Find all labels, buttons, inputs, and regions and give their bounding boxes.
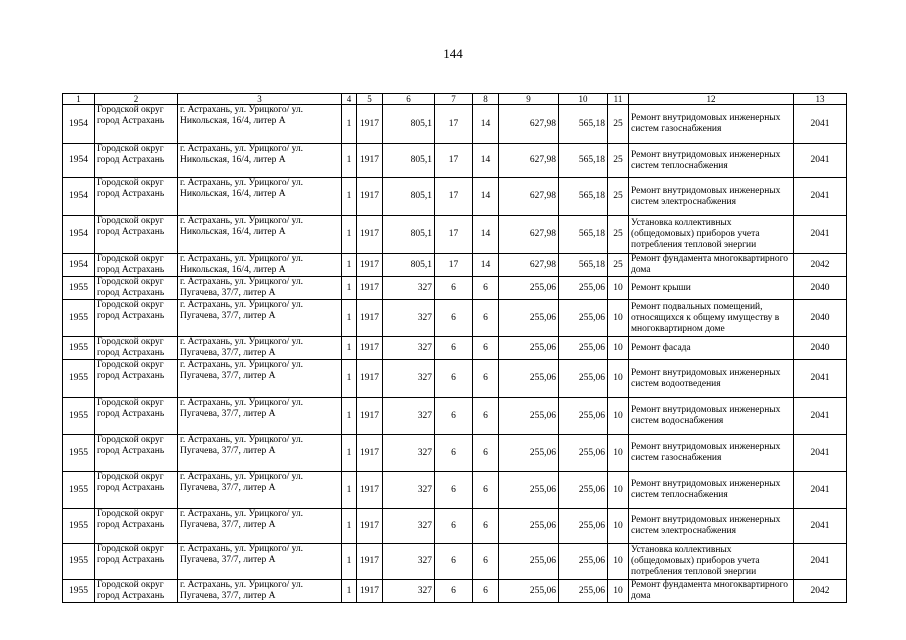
table-row	[63, 254, 847, 277]
cell-address-line: Пугачева, 37/7, литер А	[180, 555, 276, 565]
cell-col-10: 255,06	[559, 398, 608, 435]
cell-build-year: 1917	[357, 144, 383, 178]
cell-municipality	[95, 300, 178, 337]
cell-address-line: г. Астрахань, ул. Урицкого/ ул.	[180, 337, 304, 347]
table-row	[63, 300, 847, 337]
cell-col-9: 255,06	[499, 398, 559, 435]
cell-address	[178, 472, 342, 509]
cell-address-line: Никольская, 16/4, литер А	[180, 189, 286, 199]
table-row	[63, 544, 847, 580]
header-cell: 5	[357, 94, 383, 105]
cell-build-year: 1917	[357, 360, 383, 398]
cell-build-year: 1917	[357, 472, 383, 509]
cell-col-4: 1	[342, 472, 357, 509]
cell-municipality-line: Городской округ	[97, 216, 164, 226]
cell-col-8: 6	[473, 544, 499, 580]
cell-planned-year: 2040	[794, 300, 847, 337]
table-row	[63, 105, 847, 144]
cell-work-type: Ремонт внутридомовых инженерных систем теплоснабжения	[629, 144, 794, 178]
cell-col-11: 10	[608, 580, 629, 603]
header-cell: 1	[63, 94, 95, 105]
cell-col-7: 17	[435, 144, 473, 178]
cell-col-11: 10	[608, 360, 629, 398]
cell-col-4: 1	[342, 300, 357, 337]
cell-col-8: 6	[473, 580, 499, 603]
cell-municipality	[95, 337, 178, 360]
cell-address-line: Никольская, 16/4, литер А	[180, 116, 286, 126]
cell-address-line: г. Астрахань, ул. Урицкого/ ул.	[180, 178, 304, 188]
cell-address	[178, 105, 342, 144]
cell-address	[178, 398, 342, 435]
table-row	[63, 277, 847, 300]
cell-municipality-line: город Астрахань	[97, 348, 165, 358]
header-cell: 12	[629, 94, 794, 105]
cell-municipality	[95, 105, 178, 144]
cell-address-line: г. Астрахань, ул. Урицкого/ ул.	[180, 472, 304, 482]
table-row	[63, 398, 847, 435]
cell-municipality-line: город Астрахань	[97, 446, 165, 456]
cell-col-11: 25	[608, 254, 629, 277]
cell-work-type: Ремонт внутридомовых инженерных систем теплоснабжения	[629, 472, 794, 509]
cell-address-line: Никольская, 16/4, литер А	[180, 227, 286, 237]
cell-address-line: Пугачева, 37/7, литер А	[180, 591, 276, 601]
header-cell: 9	[499, 94, 559, 105]
cell-col-7: 6	[435, 337, 473, 360]
cell-planned-year: 2040	[794, 337, 847, 360]
header-cell: 8	[473, 94, 499, 105]
cell-build-year: 1917	[357, 509, 383, 544]
cell-municipality	[95, 216, 178, 254]
cell-col-8: 14	[473, 254, 499, 277]
cell-municipality-line: Городской округ	[97, 144, 164, 154]
cell-build-year: 1917	[357, 300, 383, 337]
cell-col-11: 10	[608, 544, 629, 580]
cell-address	[178, 144, 342, 178]
cell-planned-year: 2041	[794, 216, 847, 254]
cell-col-7: 17	[435, 254, 473, 277]
table-row	[63, 216, 847, 254]
cell-municipality	[95, 580, 178, 603]
cell-col-10: 565,18	[559, 178, 608, 216]
cell-municipality-line: Городской округ	[97, 178, 164, 188]
cell-planned-year: 2041	[794, 398, 847, 435]
cell-total-area: 805,1	[383, 254, 435, 277]
cell-row-number: 1955	[63, 472, 95, 509]
header-row	[63, 94, 847, 105]
cell-col-9: 627,98	[499, 178, 559, 216]
cell-address	[178, 216, 342, 254]
cell-col-8: 14	[473, 178, 499, 216]
cell-work-type: Ремонт внутридомовых инженерных систем водоснабжения	[629, 398, 794, 435]
cell-municipality-line: город Астрахань	[97, 311, 165, 321]
table-row	[63, 435, 847, 472]
cell-planned-year: 2041	[794, 435, 847, 472]
cell-municipality	[95, 544, 178, 580]
cell-work-type: Ремонт подвальных помещений, относящихся к общему имуществу в многоквартирном доме	[629, 300, 794, 337]
header-cell: 11	[608, 94, 629, 105]
cell-col-7: 6	[435, 398, 473, 435]
repair-schedule-table	[62, 93, 847, 603]
cell-total-area: 327	[383, 472, 435, 509]
cell-address	[178, 509, 342, 544]
header-cell: 4	[342, 94, 357, 105]
cell-row-number: 1954	[63, 144, 95, 178]
cell-build-year: 1917	[357, 277, 383, 300]
cell-address-line: Пугачева, 37/7, литер А	[180, 311, 276, 321]
cell-municipality-line: город Астрахань	[97, 409, 165, 419]
cell-municipality	[95, 360, 178, 398]
cell-address-line: г. Астрахань, ул. Урицкого/ ул.	[180, 105, 304, 115]
cell-municipality-line: город Астрахань	[97, 288, 165, 298]
cell-municipality	[95, 254, 178, 277]
cell-address-line: г. Астрахань, ул. Урицкого/ ул.	[180, 435, 304, 445]
cell-col-8: 6	[473, 360, 499, 398]
cell-row-number: 1955	[63, 544, 95, 580]
cell-col-4: 1	[342, 580, 357, 603]
cell-row-number: 1955	[63, 398, 95, 435]
cell-col-9: 255,06	[499, 472, 559, 509]
cell-col-8: 14	[473, 144, 499, 178]
cell-col-4: 1	[342, 544, 357, 580]
cell-build-year: 1917	[357, 544, 383, 580]
cell-col-11: 10	[608, 435, 629, 472]
cell-municipality-line: город Астрахань	[97, 555, 165, 565]
cell-planned-year: 2041	[794, 360, 847, 398]
cell-col-7: 6	[435, 360, 473, 398]
cell-municipality-line: Городской округ	[97, 544, 164, 554]
cell-planned-year: 2041	[794, 144, 847, 178]
cell-municipality-line: Городской округ	[97, 300, 164, 310]
cell-col-11: 10	[608, 337, 629, 360]
cell-build-year: 1917	[357, 337, 383, 360]
cell-build-year: 1917	[357, 254, 383, 277]
cell-col-4: 1	[342, 360, 357, 398]
cell-address-line: г. Астрахань, ул. Урицкого/ ул.	[180, 216, 304, 226]
cell-col-4: 1	[342, 216, 357, 254]
cell-address	[178, 300, 342, 337]
cell-build-year: 1917	[357, 580, 383, 603]
cell-municipality-line: Городской округ	[97, 398, 164, 408]
cell-col-11: 25	[608, 178, 629, 216]
cell-total-area: 327	[383, 509, 435, 544]
cell-row-number: 1954	[63, 105, 95, 144]
cell-total-area: 327	[383, 300, 435, 337]
cell-row-number: 1955	[63, 435, 95, 472]
cell-municipality-line: Городской округ	[97, 105, 164, 115]
cell-col-11: 25	[608, 216, 629, 254]
cell-total-area: 805,1	[383, 105, 435, 144]
cell-address-line: Пугачева, 37/7, литер А	[180, 446, 276, 456]
cell-municipality-line: город Астрахань	[97, 116, 165, 126]
cell-total-area: 327	[383, 360, 435, 398]
cell-work-type: Ремонт внутридомовых инженерных систем электроснабжения	[629, 178, 794, 216]
cell-municipality-line: Городской округ	[97, 360, 164, 370]
cell-col-9: 255,06	[499, 435, 559, 472]
cell-work-type: Ремонт внутридомовых инженерных систем газоснабжения	[629, 435, 794, 472]
cell-col-9: 255,06	[499, 580, 559, 603]
cell-address-line: г. Астрахань, ул. Урицкого/ ул.	[180, 360, 304, 370]
cell-work-type: Ремонт внутридомовых инженерных систем электроснабжения	[629, 509, 794, 544]
cell-work-type: Ремонт фундамента многоквартирного дома	[629, 254, 794, 277]
cell-col-9: 627,98	[499, 105, 559, 144]
cell-work-type: Ремонт внутридомовых инженерных систем газоснабжения	[629, 105, 794, 144]
cell-municipality	[95, 277, 178, 300]
cell-municipality	[95, 398, 178, 435]
cell-row-number: 1955	[63, 300, 95, 337]
cell-municipality-line: город Астрахань	[97, 520, 165, 530]
cell-col-10: 255,06	[559, 472, 608, 509]
table-row	[63, 337, 847, 360]
cell-work-type: Ремонт фундамента многоквартирного дома	[629, 580, 794, 603]
cell-municipality-line: город Астрахань	[97, 227, 165, 237]
cell-build-year: 1917	[357, 105, 383, 144]
cell-col-4: 1	[342, 509, 357, 544]
cell-municipality	[95, 435, 178, 472]
cell-municipality-line: Городской округ	[97, 509, 164, 519]
cell-work-type: Ремонт внутридомовых инженерных систем водоотведения	[629, 360, 794, 398]
cell-total-area: 327	[383, 277, 435, 300]
cell-row-number: 1954	[63, 254, 95, 277]
cell-col-10: 565,18	[559, 144, 608, 178]
cell-address	[178, 360, 342, 398]
cell-col-7: 6	[435, 544, 473, 580]
cell-col-9: 627,98	[499, 216, 559, 254]
cell-col-9: 627,98	[499, 144, 559, 178]
cell-col-8: 6	[473, 472, 499, 509]
cell-col-10: 255,06	[559, 544, 608, 580]
cell-address-line: г. Астрахань, ул. Урицкого/ ул.	[180, 509, 304, 519]
cell-col-9: 255,06	[499, 360, 559, 398]
cell-address-line: Пугачева, 37/7, литер А	[180, 520, 276, 530]
cell-col-4: 1	[342, 277, 357, 300]
cell-municipality-line: Городской округ	[97, 254, 164, 264]
cell-col-10: 255,06	[559, 360, 608, 398]
cell-col-8: 14	[473, 105, 499, 144]
cell-address-line: г. Астрахань, ул. Урицкого/ ул.	[180, 544, 304, 554]
cell-address-line: г. Астрахань, ул. Урицкого/ ул.	[180, 277, 304, 287]
cell-col-4: 1	[342, 435, 357, 472]
cell-col-10: 255,06	[559, 509, 608, 544]
cell-address-line: Никольская, 16/4, литер А	[180, 155, 286, 165]
cell-col-9: 255,06	[499, 544, 559, 580]
cell-planned-year: 2042	[794, 580, 847, 603]
cell-planned-year: 2042	[794, 254, 847, 277]
header-cell: 2	[95, 94, 178, 105]
cell-total-area: 327	[383, 398, 435, 435]
cell-address	[178, 254, 342, 277]
cell-col-9: 255,06	[499, 337, 559, 360]
cell-address-line: Пугачева, 37/7, литер А	[180, 371, 276, 381]
cell-col-7: 6	[435, 300, 473, 337]
cell-col-11: 10	[608, 398, 629, 435]
cell-row-number: 1954	[63, 216, 95, 254]
cell-address-line: Пугачева, 37/7, литер А	[180, 409, 276, 419]
cell-col-4: 1	[342, 398, 357, 435]
cell-planned-year: 2041	[794, 509, 847, 544]
cell-total-area: 327	[383, 435, 435, 472]
cell-row-number: 1955	[63, 360, 95, 398]
cell-municipality	[95, 144, 178, 178]
cell-total-area: 327	[383, 544, 435, 580]
cell-col-11: 25	[608, 105, 629, 144]
cell-municipality-line: город Астрахань	[97, 265, 165, 275]
cell-work-type: Установка коллективных (общедомовых) приборов учета потребления тепловой энергии	[629, 544, 794, 580]
cell-col-7: 17	[435, 178, 473, 216]
cell-municipality	[95, 178, 178, 216]
cell-col-8: 14	[473, 216, 499, 254]
cell-total-area: 327	[383, 337, 435, 360]
cell-col-11: 10	[608, 277, 629, 300]
cell-work-type: Установка коллективных (общедомовых) приборов учета потребления тепловой энергии	[629, 216, 794, 254]
cell-planned-year: 2041	[794, 105, 847, 144]
header-cell: 3	[178, 94, 342, 105]
cell-col-11: 10	[608, 472, 629, 509]
cell-col-10: 565,18	[559, 105, 608, 144]
cell-municipality-line: город Астрахань	[97, 371, 165, 381]
cell-work-type: Ремонт крыши	[629, 277, 794, 300]
cell-address-line: г. Астрахань, ул. Урицкого/ ул.	[180, 254, 304, 264]
cell-municipality-line: город Астрахань	[97, 483, 165, 493]
cell-col-10: 255,06	[559, 580, 608, 603]
cell-col-11: 25	[608, 144, 629, 178]
cell-municipality-line: город Астрахань	[97, 189, 165, 199]
cell-col-4: 1	[342, 178, 357, 216]
cell-row-number: 1954	[63, 178, 95, 216]
cell-address	[178, 178, 342, 216]
cell-address-line: Никольская, 16/4, литер А	[180, 265, 286, 275]
header-cell: 13	[794, 94, 847, 105]
cell-col-4: 1	[342, 105, 357, 144]
cell-build-year: 1917	[357, 178, 383, 216]
table-row	[63, 509, 847, 544]
cell-municipality	[95, 472, 178, 509]
cell-address-line: г. Астрахань, ул. Урицкого/ ул.	[180, 580, 304, 590]
cell-col-10: 565,18	[559, 216, 608, 254]
cell-col-4: 1	[342, 337, 357, 360]
cell-planned-year: 2041	[794, 544, 847, 580]
cell-col-8: 6	[473, 300, 499, 337]
cell-col-11: 10	[608, 509, 629, 544]
header-cell: 10	[559, 94, 608, 105]
cell-municipality-line: Городской округ	[97, 337, 164, 347]
cell-municipality	[95, 509, 178, 544]
cell-municipality-line: город Астрахань	[97, 155, 165, 165]
cell-municipality-line: Городской округ	[97, 277, 164, 287]
cell-col-8: 6	[473, 277, 499, 300]
cell-col-10: 255,06	[559, 300, 608, 337]
cell-total-area: 805,1	[383, 216, 435, 254]
cell-address-line: Пугачева, 37/7, литер А	[180, 288, 276, 298]
cell-address	[178, 277, 342, 300]
table-row	[63, 144, 847, 178]
cell-planned-year: 2041	[794, 472, 847, 509]
cell-address-line: г. Астрахань, ул. Урицкого/ ул.	[180, 144, 304, 154]
cell-col-10: 255,06	[559, 337, 608, 360]
cell-row-number: 1955	[63, 509, 95, 544]
cell-address-line: г. Астрахань, ул. Урицкого/ ул.	[180, 398, 304, 408]
cell-municipality-line: Городской округ	[97, 435, 164, 445]
cell-planned-year: 2040	[794, 277, 847, 300]
cell-col-7: 6	[435, 277, 473, 300]
cell-col-8: 6	[473, 398, 499, 435]
table-row	[63, 580, 847, 603]
table-row	[63, 360, 847, 398]
cell-col-10: 255,06	[559, 435, 608, 472]
cell-col-7: 6	[435, 509, 473, 544]
cell-col-11: 10	[608, 300, 629, 337]
cell-col-7: 6	[435, 580, 473, 603]
cell-work-type: Ремонт фасада	[629, 337, 794, 360]
cell-col-9: 255,06	[499, 509, 559, 544]
table-row	[63, 472, 847, 509]
cell-build-year: 1917	[357, 398, 383, 435]
cell-col-9: 627,98	[499, 254, 559, 277]
cell-col-9: 255,06	[499, 277, 559, 300]
cell-municipality-line: Городской округ	[97, 472, 164, 482]
cell-col-8: 6	[473, 509, 499, 544]
cell-col-8: 6	[473, 337, 499, 360]
cell-col-7: 6	[435, 472, 473, 509]
cell-col-4: 1	[342, 254, 357, 277]
cell-total-area: 805,1	[383, 144, 435, 178]
cell-total-area: 327	[383, 580, 435, 603]
cell-row-number: 1955	[63, 580, 95, 603]
cell-address	[178, 580, 342, 603]
cell-build-year: 1917	[357, 435, 383, 472]
cell-col-4: 1	[342, 144, 357, 178]
cell-col-7: 6	[435, 435, 473, 472]
table-row	[63, 178, 847, 216]
cell-address-line: Пугачева, 37/7, литер А	[180, 348, 276, 358]
cell-planned-year: 2041	[794, 178, 847, 216]
cell-municipality-line: город Астрахань	[97, 591, 165, 601]
page-number: 144	[443, 46, 463, 61]
cell-col-10: 255,06	[559, 277, 608, 300]
header-cell: 6	[383, 94, 435, 105]
cell-address-line: Пугачева, 37/7, литер А	[180, 483, 276, 493]
cell-col-8: 6	[473, 435, 499, 472]
cell-col-9: 255,06	[499, 300, 559, 337]
cell-address	[178, 337, 342, 360]
cell-municipality-line: Городской округ	[97, 580, 164, 590]
cell-total-area: 805,1	[383, 178, 435, 216]
cell-address-line: г. Астрахань, ул. Урицкого/ ул.	[180, 300, 304, 310]
cell-address	[178, 435, 342, 472]
cell-col-7: 17	[435, 216, 473, 254]
cell-row-number: 1955	[63, 277, 95, 300]
header-cell: 7	[435, 94, 473, 105]
cell-address	[178, 544, 342, 580]
cell-row-number: 1955	[63, 337, 95, 360]
cell-col-7: 17	[435, 105, 473, 144]
cell-build-year: 1917	[357, 216, 383, 254]
cell-col-10: 565,18	[559, 254, 608, 277]
